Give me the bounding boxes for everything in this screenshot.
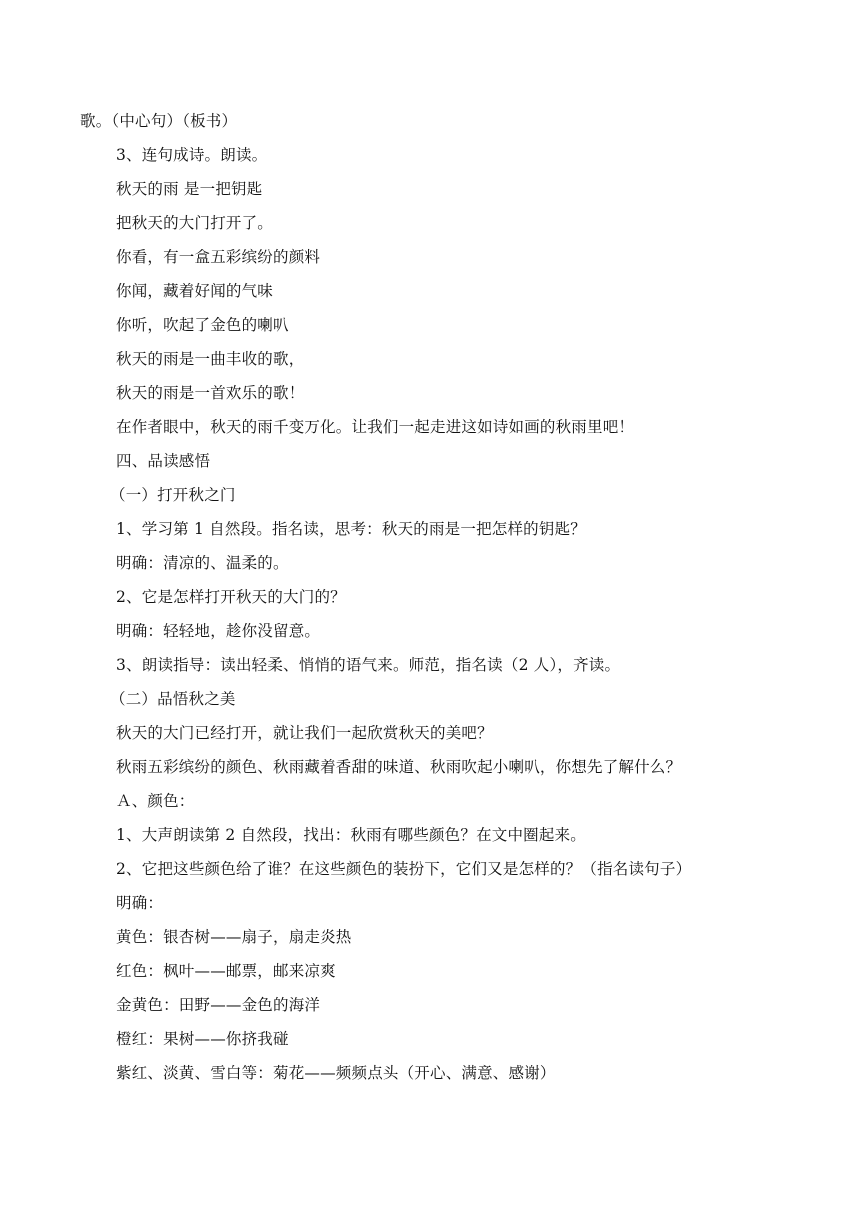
text-line: 3、朗读指导：读出轻柔、悄悄的语气来。师范，指名读（2 人），齐读。	[116, 656, 621, 674]
text-line: Ａ、颜色：	[116, 792, 195, 810]
text-line: 秋天的大门已经打开，就让我们一起欣赏秋天的美吧？	[116, 724, 493, 742]
poem-line: 你闻，藏着好闻的气味	[116, 282, 274, 300]
text-line: 1、学习第 1 自然段。指名读，思考：秋天的雨是一把怎样的钥匙？	[116, 520, 586, 538]
text-line: 歌。（中心句）（板书）	[80, 112, 238, 130]
text-line: 1、大声朗读第 2 自然段，找出：秋雨有哪些颜色？在文中圈起来。	[116, 826, 586, 844]
poem-line: 你看，有一盒五彩缤纷的颜料	[116, 248, 321, 266]
text-line: 明确：轻轻地，趁你没留意。	[116, 622, 321, 640]
text-line: 橙红：果树——你挤我碰	[116, 1030, 289, 1048]
subsection-heading: （一）打开秋之门	[110, 486, 236, 504]
poem-line: 秋天的雨是一曲丰收的歌，	[116, 350, 305, 368]
poem-line: 秋天的雨 是一把钥匙	[116, 180, 263, 198]
text-line: 金黄色：田野——金色的海洋	[116, 996, 321, 1014]
text-line: 明确：清凉的、温柔的。	[116, 554, 289, 572]
poem-line: 你听，吹起了金色的喇叭	[116, 316, 289, 334]
poem-line: 秋天的雨是一首欢乐的歌！	[116, 384, 305, 402]
text-line: 在作者眼中，秋天的雨千变万化。让我们一起走进这如诗如画的秋雨里吧！	[116, 418, 635, 436]
subsection-heading: （二）品悟秋之美	[110, 690, 236, 708]
document-body	[0, 104, 860, 1090]
section-heading: 四、品读感悟	[116, 452, 211, 470]
text-line: 紫红、淡黄、雪白等：菊花——频频点头（开心、满意、感谢）	[116, 1064, 556, 1082]
text-line: 红色：枫叶——邮票，邮来凉爽	[116, 962, 336, 980]
text-line: 秋雨五彩缤纷的颜色、秋雨藏着香甜的味道、秋雨吹起小喇叭，你想先了解什么？	[116, 758, 682, 776]
text-line: 黄色：银杏树——扇子，扇走炎热	[116, 928, 352, 946]
text-line: 2、它是怎样打开秋天的大门的？	[116, 588, 346, 606]
text-line: 3、连句成诗。朗读。	[116, 146, 268, 164]
text-line: 明确：	[116, 894, 164, 912]
poem-line: 把秋天的大门打开了。	[116, 214, 274, 232]
text-line: 2、它把这些颜色给了谁？在这些颜色的装扮下，它们又是怎样的？（指名读句子）	[116, 860, 692, 878]
